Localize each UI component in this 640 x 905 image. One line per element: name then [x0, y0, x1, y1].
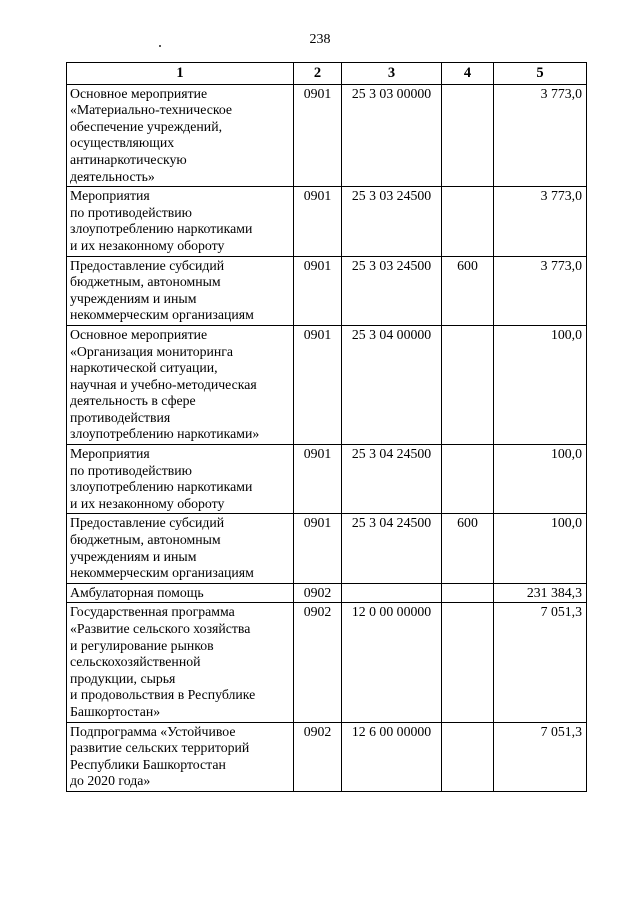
header-col-5: 5: [494, 63, 587, 85]
table-row: [67, 514, 587, 583]
table-row: [67, 445, 587, 514]
row-section: 0902: [294, 603, 342, 722]
table-body: [67, 84, 587, 791]
header-col-2: 2: [294, 63, 342, 85]
row-code: 12 0 00 00000: [342, 603, 442, 722]
row-amount: 100,0: [494, 325, 587, 444]
table-row: [67, 256, 587, 325]
row-section: 0901: [294, 325, 342, 444]
scan-speck: [159, 45, 161, 47]
row-type: [442, 325, 494, 444]
row-type: [442, 722, 494, 791]
row-code: 25 3 04 24500: [342, 445, 442, 514]
row-type: [442, 187, 494, 256]
row-code: 25 3 04 00000: [342, 325, 442, 444]
row-type: 600: [442, 256, 494, 325]
row-code: 25 3 03 24500: [342, 256, 442, 325]
row-name: Мероприятия по противодействию злоупотреблению наркотиками и их незаконному обороту: [67, 187, 294, 256]
budget-table: [66, 62, 587, 792]
row-name: Предоставление субсидий бюджетным, автономным учреждениям и иным некоммерческим организациям: [67, 256, 294, 325]
row-type: [442, 445, 494, 514]
row-code: 12 6 00 00000: [342, 722, 442, 791]
row-code: 25 3 03 24500: [342, 187, 442, 256]
row-section: 0901: [294, 256, 342, 325]
header-col-1: 1: [67, 63, 294, 85]
row-type: [442, 583, 494, 603]
row-name: Предоставление субсидий бюджетным, автономным учреждениям и иным некоммерческим организациям: [67, 514, 294, 583]
table-header-row: [67, 63, 587, 85]
row-name: Мероприятия по противодействию злоупотреблению наркотиками и их незаконному обороту: [67, 445, 294, 514]
row-amount: 231 384,3: [494, 583, 587, 603]
row-name: Основное мероприятие «Организация мониторинга наркотической ситуации, научная и учебно-методическая деятельность в сфере противодействия злоупотреблению наркотиками»: [67, 325, 294, 444]
row-code: 25 3 03 00000: [342, 84, 442, 187]
row-name: Амбулаторная помощь: [67, 583, 294, 603]
row-code: [342, 583, 442, 603]
row-section: 0902: [294, 722, 342, 791]
row-amount: 3 773,0: [494, 84, 587, 187]
row-section: 0901: [294, 514, 342, 583]
row-amount: 100,0: [494, 514, 587, 583]
row-code: 25 3 04 24500: [342, 514, 442, 583]
row-section: 0901: [294, 84, 342, 187]
page-number: 238: [309, 32, 331, 47]
table-row: [67, 583, 587, 603]
row-amount: 7 051,3: [494, 722, 587, 791]
row-section: 0901: [294, 187, 342, 256]
table-row: [67, 325, 587, 444]
table-row: [67, 722, 587, 791]
table-row: [67, 84, 587, 187]
row-amount: 100,0: [494, 445, 587, 514]
row-name: Государственная программа «Развитие сельского хозяйства и регулирование рынков сельскохозяйственной продукции, сырья и продовольствия в Республике Башкортостан»: [67, 603, 294, 722]
row-name: Подпрограмма «Устойчивое развитие сельских территорий Республики Башкортостан до 2020 года»: [67, 722, 294, 791]
row-section: 0901: [294, 445, 342, 514]
row-type: [442, 603, 494, 722]
row-amount: 3 773,0: [494, 187, 587, 256]
row-amount: 3 773,0: [494, 256, 587, 325]
row-section: 0902: [294, 583, 342, 603]
row-name: Основное мероприятие «Материально-техническое обеспечение учреждений, осуществляющих антинаркотическую деятельность»: [67, 84, 294, 187]
row-amount: 7 051,3: [494, 603, 587, 722]
header-col-4: 4: [442, 63, 494, 85]
header-col-3: 3: [342, 63, 442, 85]
row-type: 600: [442, 514, 494, 583]
row-type: [442, 84, 494, 187]
table-row: [67, 187, 587, 256]
table-row: [67, 603, 587, 722]
